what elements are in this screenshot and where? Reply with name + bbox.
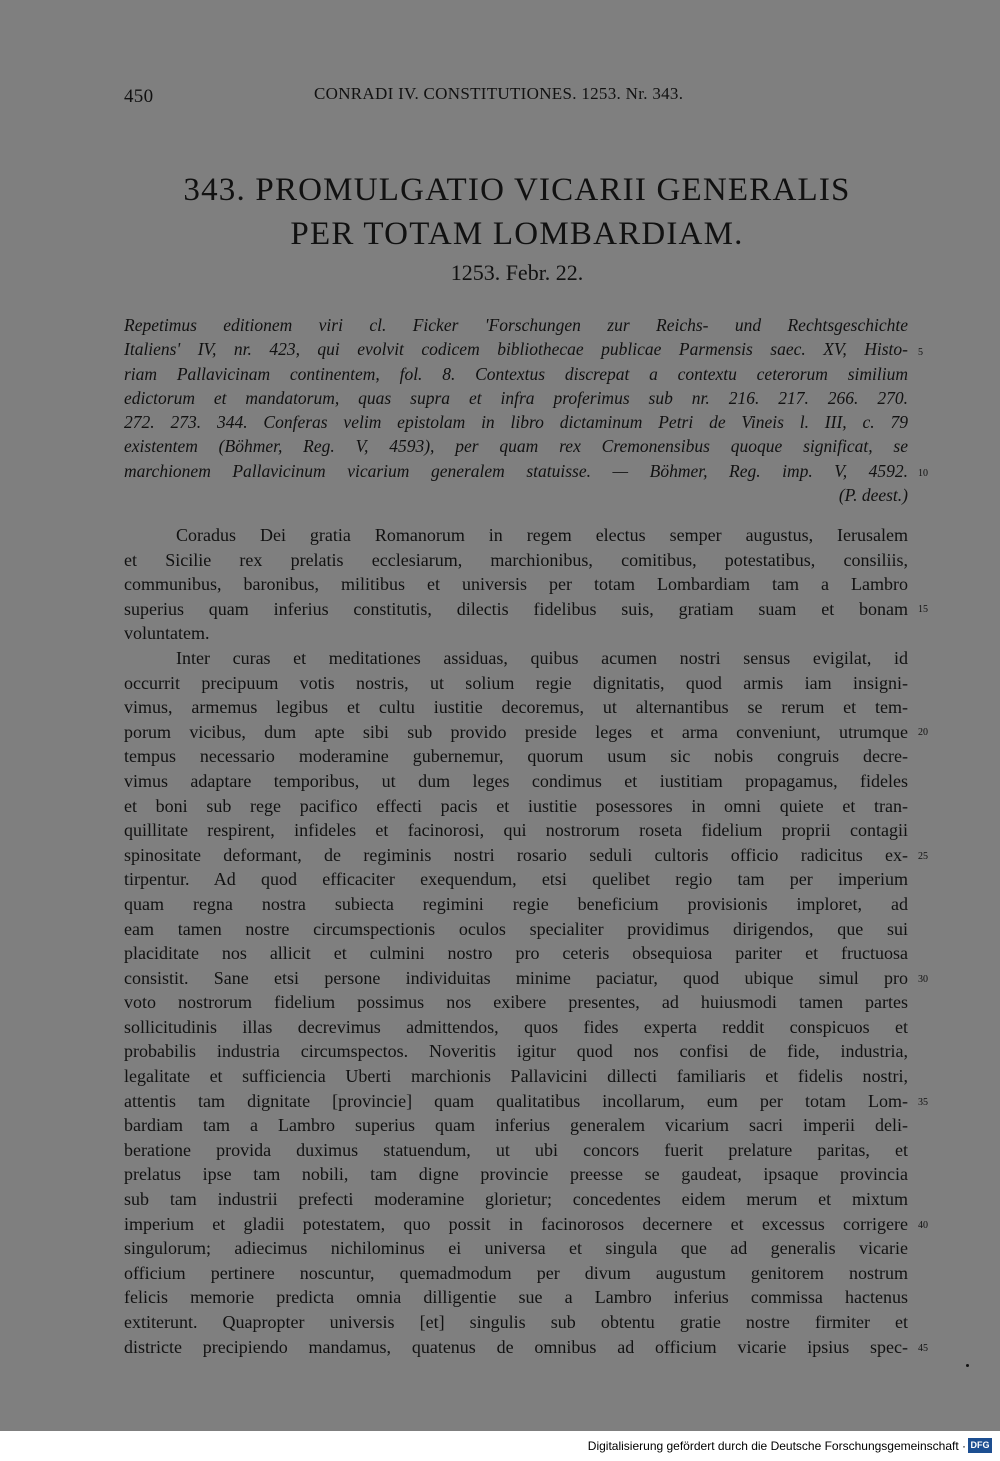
body-line: probabilis industria circumspectos. Noveritis igitur quod nos confisi de fide, industria, [124, 1041, 908, 1062]
margin-line-number: 15 [918, 604, 928, 615]
body-line: sub tam industrii prefecti moderamine glorietur; concedentes eidem merum et mixtum [124, 1189, 908, 1210]
body-line: bardiam tam a Lambro superius quam inferius generalem vicarium sacri imperii deli- [124, 1115, 908, 1136]
body-line: imperium et gladii potestatem, quo possit in facinorosos decernere et excessus corrigere [124, 1213, 908, 1234]
document-body [124, 523, 908, 1359]
margin-line-number: 25 [918, 851, 928, 862]
body-line: districte precipiendo mandamus, quatenus de omnibus ad officium vicarie ipsius spec- [124, 1336, 908, 1357]
editorial-note [124, 313, 908, 507]
margin-line-number: 35 [918, 1097, 928, 1108]
intro-line: Italiens' IV, nr. 423, qui evolvit codicem bibliothecae publicae Parmensis saec. XV, Histo- [124, 339, 908, 360]
body-line: attentis tam dignitate [provincie] quam qualitatibus incollarum, eum per totam Lom- [124, 1090, 908, 1111]
body-line: felicis memorie predicta omnia dilligentie sue a Lambro inferius commissa hactenus [124, 1287, 908, 1308]
body-line: placiditate nos allicit et culmini nostro pro ceteris obsequiosa pariter et fructuosa [124, 943, 908, 964]
footer-bar [0, 1431, 1000, 1461]
margin-line-number: 10 [918, 468, 928, 479]
body-line: quillitate respirent, infideles et facinorosi, qui nostrorum roseta fidelium proprii contagii [124, 820, 908, 841]
body-line: communibus, baronibus, militibus et universis per totam Lombardiam tam a Lambro [124, 574, 908, 595]
running-title: CONRADI IV. CONSTITUTIONES. 1253. Nr. 343. [314, 84, 684, 103]
funding-notice: Digitalisierung gefördert durch die Deutsche Forschungsgemeinschaft · [587, 1439, 966, 1453]
document-date: 1253. Febr. 22. [450, 260, 584, 285]
body-line: spinositate deformant, de regiminis nostri rosario seduli cultoris officio radicitus ex- [124, 844, 908, 865]
intro-line: marchionem Pallavicinum vicarium generalem statuisse. — Böhmer, Reg. imp. V, 4592. [124, 460, 908, 481]
body-line: porum vicibus, dum apte sibi sub provido preside leges et arma conveniunt, utrumque [124, 721, 908, 742]
margin-line-number: 30 [918, 974, 928, 985]
body-line: voto nostrorum fidelium possimus nos exibere presentes, ad huiusmodi tamen partes [124, 992, 908, 1013]
page-number: 450 [124, 86, 154, 107]
document-title-line2: PER TOTAM LOMBARDIAM. [290, 216, 744, 252]
body-line: sollicitudinis illas decrevimus admittendos, quos fides experta reddit conspicuos et [124, 1016, 908, 1037]
body-line: voluntatem. [124, 623, 210, 644]
body-line: extiterunt. Quapropter universis [et] singulis sub obtentu gratie nostre firmiter et [124, 1312, 908, 1332]
body-line: consistit. Sane etsi persone individuitas minime paciatur, quod ubique simul pro [124, 967, 908, 988]
margin-line-number: 5 [918, 347, 923, 358]
body-line: occurrit precipuum votis nostris, ut solium regie dignitatis, quod armis iam insigni- [124, 672, 908, 693]
body-line: beratione provida duximus statuendum, ut ubi concors fuerit prelature paritas, et [124, 1139, 908, 1160]
body-line: prelatus ipse tam nobili, tam digne provincie preesse se gaudeat, ipsaque provincia [124, 1164, 908, 1185]
margin-line-number: 20 [918, 727, 928, 738]
body-line: officium pertinere noscuntur, quemadmodum per divum augustum genitorem nostrum [124, 1262, 908, 1283]
intro-line: edictorum et mandatorum, quas supra et infra proferimus sub nr. 216. 217. 266. 270. [124, 387, 908, 408]
body-line: legalitate et sufficiencia Uberti marchionis Pallavicini dillecti familiaris et fidelis nostri, [124, 1066, 908, 1087]
body-line: singulorum; adiecimus nichilominus ei universa et singula que ad generalis vicarie [124, 1238, 908, 1259]
body-line: tirpentur. Ad quod efficaciter exequendum, etsi quelibet regio tam per imperium [124, 869, 908, 890]
body-line: quam regna nostra subiecta regimini regie beneficium provisionis imploret, ad [124, 893, 908, 914]
body-line: et boni sub rege pacifico effecti pacis et iustitie posessores in omni quiete et tran- [124, 795, 908, 816]
scan-speck [966, 1364, 969, 1367]
dfg-logo-icon: DFG [968, 1438, 992, 1453]
intro-line: riam Pallavicinam continentem, fol. 8. Contextus discrepat a contextu ceterorum similium [124, 363, 908, 384]
body-line: eam tamen nostre circumspectionis oculos specialiter providimus dirigendos, que sui [124, 918, 908, 939]
body-line: Inter curas et meditationes assiduas, quibus acumen nostri sensus evigilat, id [176, 647, 908, 668]
margin-line-number: 40 [918, 1220, 928, 1231]
body-line: superius quam inferius constitutis, dilectis fidelibus suis, gratiam suam et bonam [124, 598, 908, 619]
body-line: et Sicilie rex prelatis ecclesiarum, marchionibus, comitibus, potestatibus, consiliis, [124, 549, 908, 570]
body-line: vimus, armemus legibus et cultu iustitie decoremus, ut alternantibus se rerum et tem- [124, 697, 908, 718]
intro-line: Repetimus editionem viri cl. Ficker 'Forschungen zur Reichs- und Rechtsgeschichte [124, 315, 908, 335]
body-line: tempus necessario moderamine gubernemur, quorum usum sic nobis congruis decre- [124, 746, 908, 767]
intro-line: 272. 273. 344. Conferas velim epistolam in libro dictaminum Petri de Vineis l. III, c. 79 [124, 412, 908, 433]
document-title-line1: 343. PROMULGATIO VICARII GENERALIS [183, 172, 851, 208]
intro-line: (P. deest.) [838, 485, 908, 506]
body-line: vimus adaptare temporibus, ut dum leges condimus et iustitiam propagamus, fideles [124, 770, 908, 791]
intro-line: existentem (Böhmer, Reg. V, 4593), per quam rex Cremonensibus quoque significat, se [124, 436, 908, 457]
body-line: Coradus Dei gratia Romanorum in regem electus semper augustus, Ierusalem [176, 525, 908, 545]
margin-line-number: 45 [918, 1343, 928, 1354]
